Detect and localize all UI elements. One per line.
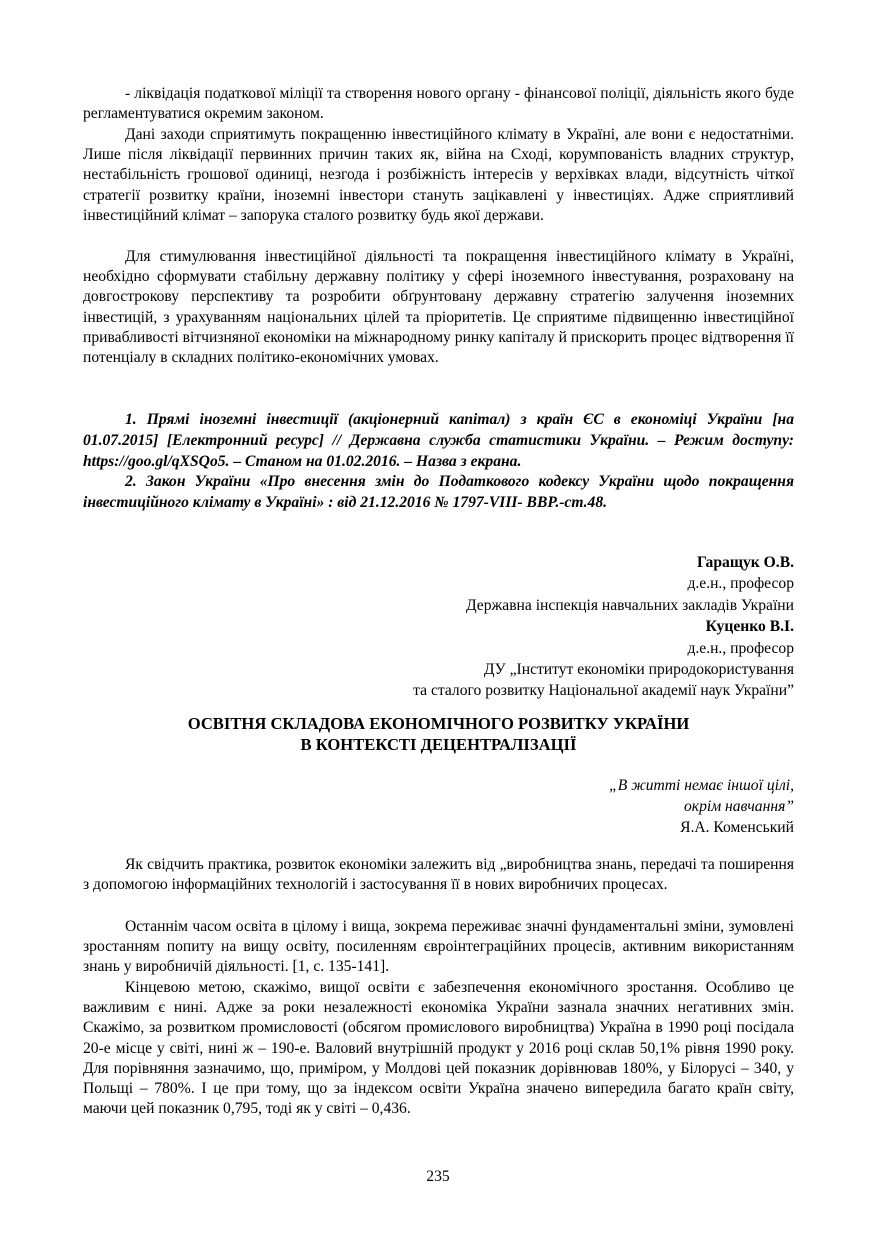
- paragraph-investment-measures: Дані заходи сприятимуть покращенню інвестиційного клімату в Україні, але вони є недостатніми. Лише після ліквідації первинних причин таких як, війна на Сході, корумпованість владних структур, нестабільність грошової одиниці, незгода і розбіжність інтересів у верхівках влади, відсутність чіткої стратегії розвитку країни, іноземні інвестори стануть зацікавлені у інвестиціях. Адже сприятливий інвестиційний клімат – запорука сталого розвитку будь якої держави.: [83, 126, 794, 224]
- paragraph-knowledge-economy: Як свідчить практика, розвиток економіки залежить від „виробництва знань, передачі та поширення з допомогою інформаційних технологій і застосування її в нових виробничих процесах.: [83, 856, 794, 894]
- reference-item-2: 2. Закон України «Про внесення змін до Податкового кодексу України щодо покращення інвестиційного клімату в Україні» : від 21.12.2016 № 1797-VIII- ВВР.-ст.48.: [83, 473, 794, 511]
- paragraph-investment-policy: Для стимулювання інвестиційної діяльності та покращення інвестиційного клімату в Україні, необхідно сформувати стабільну державну політику у сфері іноземного інвестування, розраховану на довгострокову перспективу та розробити обґрунтовану державну стратегію залучення іноземних інвестицій, з урахуванням національних цілей та пріоритетів. Це сприятиме підвищенню інвестиційної привабливості вітчизняної економіки на міжнародному ринку капіталу й прискорить процес відтворення її потенціалу в складних політико-економічних умовах.: [83, 248, 794, 367]
- page-number: 235: [426, 1168, 450, 1185]
- article-title: [83, 713, 794, 755]
- author-name: Куценко В.І.: [705, 618, 794, 636]
- paragraph-economic-growth: Кінцевою метою, скажімо, вищої освіти є забезпечення економічного зростання. Особливо це важливим є нині. Адже за роки незалежності економіка України зазнала значних негативних змін. Скажімо, за розвитком промисловості (обсягом промислового виробництва) Україна в 1990 році посідала 20-е місце у світі, нині ж – 190-е. Валовий внутрішній продукт у 2016 році склав 50,1% рівня 1990 року. Для порівняння зазначимо, що, приміром, у Молдові цей показник дорівнював 180%, у Білорусі – 340, у Польщі – 780%. І це при тому, що за індексом освіти Україна значено випередила багато країн світу, маючи цей показник 0,795, тоді як у світі – 0,436.: [83, 979, 794, 1118]
- paragraph-education-changes: Останнім часом освіта в цілому і вища, зокрема переживає значні фундаментальні зміни, зумовлені зростанням попиту на вищу освіту, посиленням євроінтеграційних процесів, активним використанням знань у виробничій діяльності. [1, с. 135-141].: [83, 918, 794, 976]
- author-degree: д.е.н., професор: [687, 575, 794, 593]
- epigraph-quote-line: „В житті немає іншої цілі,: [609, 777, 794, 794]
- author-affiliation: та сталого розвитку Національної академії наук України”: [413, 682, 794, 700]
- article-title-line: ОСВІТНЯ СКЛАДОВА ЕКОНОМІЧНОГО РОЗВИТКУ УКРАЇНИ: [187, 714, 690, 733]
- author-name: Гаращук О.В.: [697, 554, 794, 571]
- epigraph-author: Я.А. Коменський: [680, 819, 794, 837]
- paragraph-police-liquidation: - ліквідація податкової міліції та створення нового органу - фінансової поліції, діяльність якого буде регламентуватися окремим законом.: [83, 85, 794, 123]
- epigraph: [609, 775, 794, 839]
- author-affiliation: Державна інспекція навчальних закладів України: [465, 596, 794, 614]
- reference-item-1: 1. Прямі іноземні інвестиції (акціонерний капітал) з країн ЄС в економіці України [на 01.07.2015] [Електронний ресурс] // Державна служба статистики України. – Режим доступу: https://goo.gl/qXSQo5. – Станом на 01.02.2016. – Назва з екрана.: [83, 411, 794, 470]
- author-affiliation: ДУ „Інститут економіки природокористування: [483, 661, 794, 679]
- article-title-line: В КОНТЕКСТІ ДЕЦЕНТРАЛІЗАЦІЇ: [300, 735, 577, 754]
- epigraph-quote-line: окрім навчання”: [683, 798, 794, 816]
- author-degree: д.е.н., професор: [687, 639, 794, 657]
- authors-block: [413, 552, 794, 702]
